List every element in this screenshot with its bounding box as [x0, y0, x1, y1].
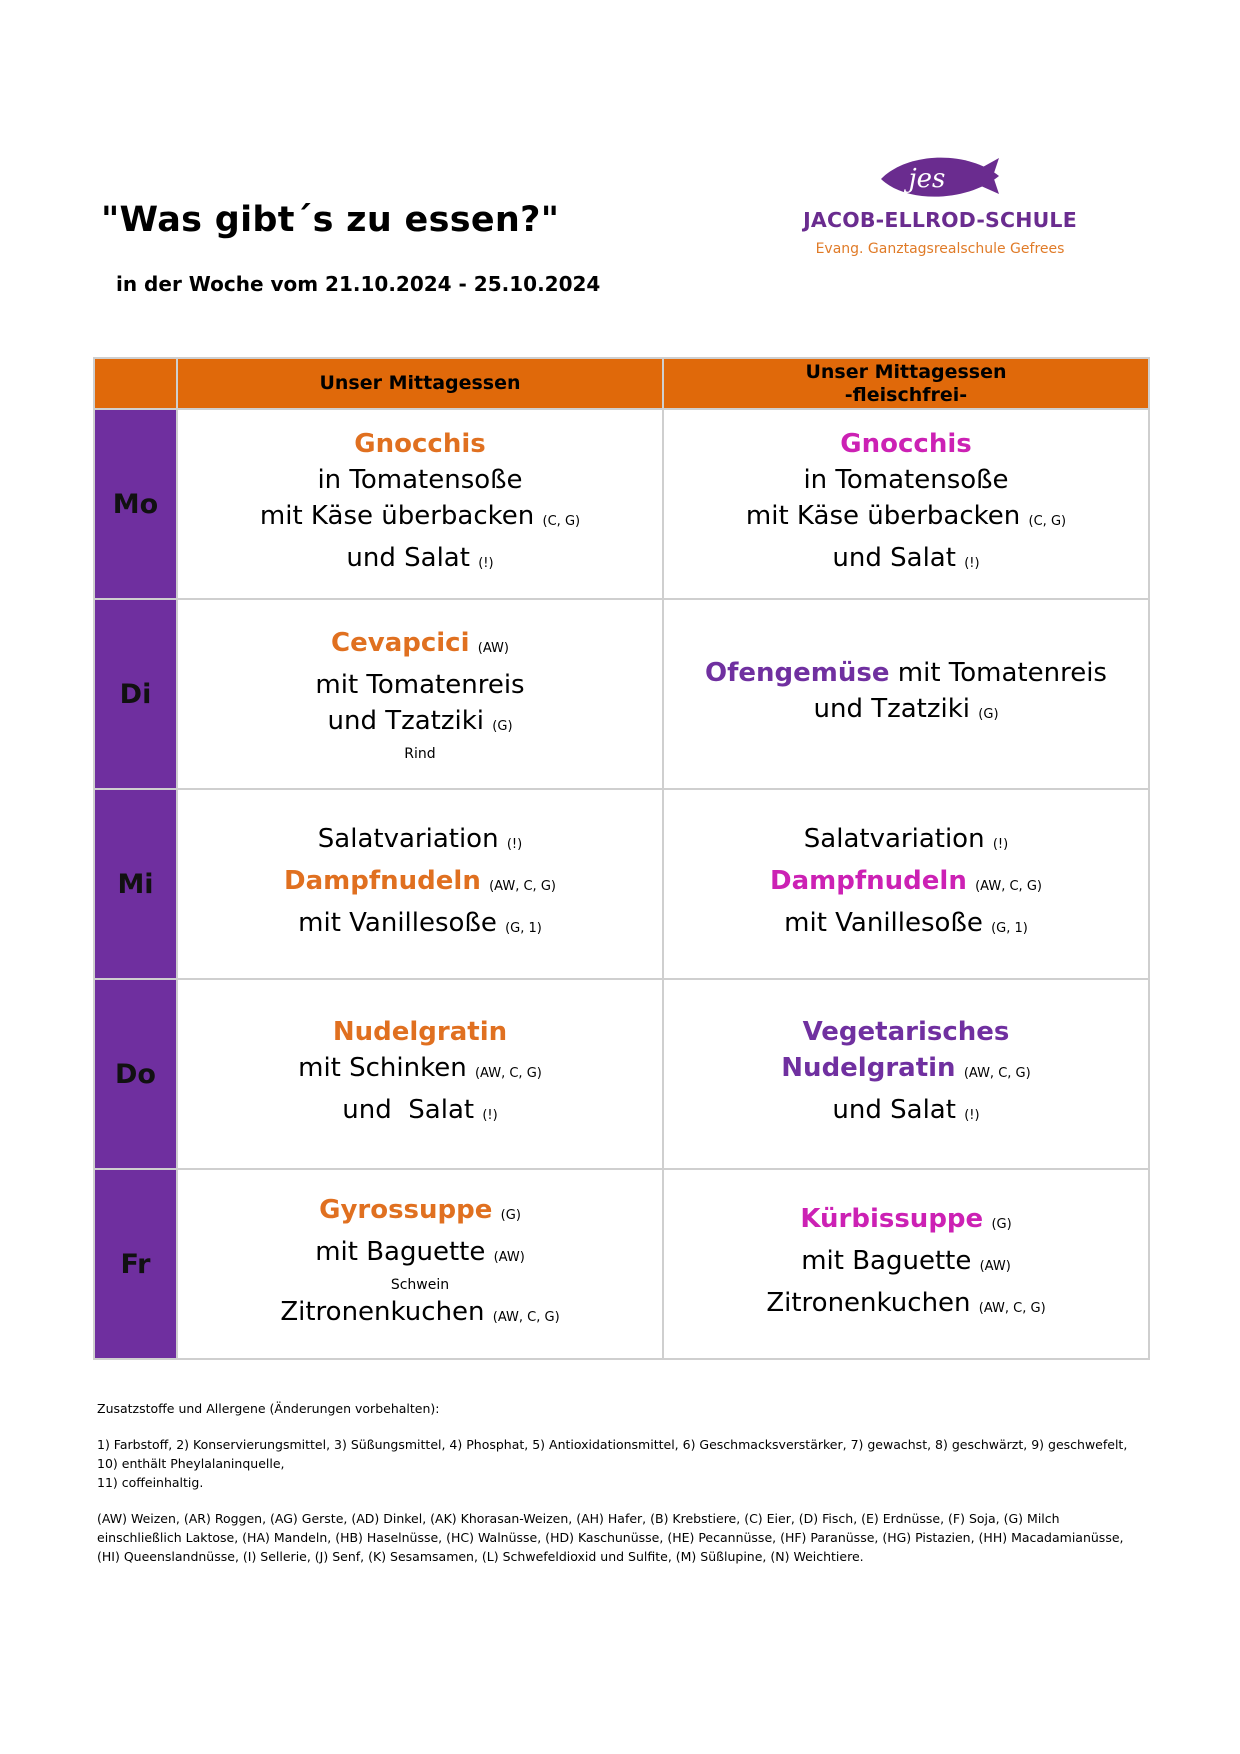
- allergen-code: (AW): [477, 641, 509, 656]
- meal-cell-regular: Gnocchis in Tomatensoße mit Käse überbacken (C, G) und Salat (!): [177, 409, 663, 599]
- fish-logo-icon: [877, 154, 1003, 204]
- allergen-code: (!): [964, 1108, 980, 1123]
- allergen-code: (AW, C, G): [492, 1310, 560, 1325]
- meal-cell-vegetarian: Gnocchis in Tomatensoße mit Käse überbacken (C, G) und Salat (!): [663, 409, 1149, 599]
- allergen-code: (!): [964, 556, 980, 571]
- day-label: Mi: [94, 789, 177, 979]
- dish-name: Nudelgratin: [332, 1017, 508, 1047]
- meat-note: Rind: [404, 746, 436, 762]
- meal-cell-regular: Salatvariation (!) Dampfnudeln (AW, C, G) mit Vanillesoße (G, 1): [177, 789, 663, 979]
- school-name: JACOB-ELLROD-SCHULE: [803, 208, 1077, 232]
- day-label: Fr: [94, 1169, 177, 1359]
- dish-name: Gyrossuppe: [319, 1195, 493, 1225]
- logo-mark-text: jes: [908, 164, 946, 194]
- allergen-list: (AW) Weizen, (AR) Roggen, (AG) Gerste, (AD) Dinkel, (AK) Khorasan-Weizen, (AH) Hafer, (B) Krebstiere, (C) Eier, (D) Fisch, (E) Erdnüsse, (F) Soja, (G) Milch einschließlich Laktose, (HA) Mandeln, (HB) Haselnüsse, (HC) Walnüsse, (HD) Kaschunüsse, (HE) Pecannüsse, (HF) Paranüsse, (HG) Pistazien, (HH) Macadamianüsse, (HI) Queenslandnüsse, (I) Sellerie, (J) Senf, (K) Sesamsamen, (L) Schwefeldioxid und Sulfite, (M) Süßlupine, (N) Weichtiere.: [97, 1511, 1124, 1564]
- allergen-code: (G): [492, 719, 513, 734]
- allergen-code: (AW, C, G): [963, 1066, 1031, 1081]
- allergen-code: (AW): [979, 1259, 1011, 1274]
- notes-heading: Zusatzstoffe und Allergene (Änderungen vorbehalten):: [97, 1401, 440, 1416]
- table-row: [94, 1169, 1149, 1359]
- meal-cell-regular: Gyrossuppe (G) mit Baguette (AW) Schwein Zitronenkuchen (AW, C, G): [177, 1169, 663, 1359]
- day-label: Di: [94, 599, 177, 789]
- meal-cell-vegetarian: Kürbissuppe (G) mit Baguette (AW) Zitronenkuchen (AW, C, G): [663, 1169, 1149, 1359]
- meal-cell-regular: Cevapcici (AW) mit Tomatenreis und Tzatziki (G) Rind: [177, 599, 663, 789]
- meat-note: Schwein: [390, 1277, 450, 1293]
- meal-cell-regular: Nudelgratin mit Schinken (AW, C, G) und Salat (!): [177, 979, 663, 1169]
- day-label: Mo: [94, 409, 177, 599]
- allergen-code: (G, 1): [991, 921, 1028, 936]
- table-row: [94, 409, 1149, 599]
- school-tagline: Evang. Ganztagsrealschule Gefrees: [815, 241, 1065, 257]
- allergen-code: (AW, C, G): [489, 879, 556, 894]
- page-title: "Was gibt´s zu essen?": [101, 200, 560, 240]
- allergen-code: (AW, C, G): [474, 1066, 542, 1081]
- allergen-code: (C, G): [1028, 514, 1067, 529]
- allergen-notes: [97, 1399, 1137, 1583]
- column-header-vegetarian: Unser Mittagessen -fleischfrei-: [663, 358, 1149, 409]
- allergen-code: (AW, C, G): [975, 879, 1042, 894]
- dish-name: Nudelgratin: [781, 1053, 956, 1083]
- table-row: [94, 979, 1149, 1169]
- week-subtitle: in der Woche vom 21.10.2024 - 25.10.2024: [116, 272, 601, 296]
- menu-table: [93, 357, 1150, 1360]
- dish-name: Cevapcici: [331, 628, 470, 658]
- dish-name: Dampfnudeln: [284, 866, 481, 896]
- dish-name: Kürbissuppe: [800, 1204, 984, 1234]
- table-row: [94, 789, 1149, 979]
- meal-cell-vegetarian: Vegetarisches Nudelgratin (AW, C, G) und Salat (!): [663, 979, 1149, 1169]
- allergen-code: (AW): [493, 1250, 525, 1265]
- column-header-regular: Unser Mittagessen: [177, 358, 663, 409]
- day-label: Do: [94, 979, 177, 1169]
- allergen-code: (!): [478, 556, 494, 571]
- dish-name: Ofengemüse: [705, 658, 890, 688]
- allergen-code: (!): [992, 837, 1009, 852]
- dish-name: Vegetarisches: [802, 1017, 1010, 1047]
- table-row: [94, 599, 1149, 789]
- dish-name: Gnocchis: [354, 429, 486, 459]
- allergen-code: (G): [978, 707, 999, 722]
- dish-name: Dampfnudeln: [770, 866, 967, 896]
- allergen-code: (!): [506, 837, 523, 852]
- dish-name: Gnocchis: [840, 429, 972, 459]
- corner-cell: [94, 358, 177, 409]
- allergen-code: (!): [482, 1108, 498, 1123]
- allergen-code: (G): [500, 1208, 521, 1223]
- allergen-code: (AW, C, G): [978, 1301, 1046, 1316]
- allergen-code: (C, G): [542, 514, 581, 529]
- allergen-code: (G, 1): [505, 921, 542, 936]
- school-logo: [800, 150, 1080, 265]
- meal-cell-vegetarian: Ofengemüse mit Tomatenreis und Tzatziki (G): [663, 599, 1149, 789]
- additives-list: 1) Farbstoff, 2) Konservierungsmittel, 3) Süßungsmittel, 4) Phosphat, 5) Antioxidationsmittel, 6) Geschmacksverstärker, 7) gewachst, 8) geschwärzt, 9) geschwefelt, 10) enthält Pheylalaninquelle, 11) coffeinhaltig.: [97, 1437, 1128, 1490]
- meal-cell-vegetarian: Salatvariation (!) Dampfnudeln (AW, C, G) mit Vanillesoße (G, 1): [663, 789, 1149, 979]
- table-header-row: [94, 358, 1149, 409]
- allergen-code: (G): [991, 1217, 1012, 1232]
